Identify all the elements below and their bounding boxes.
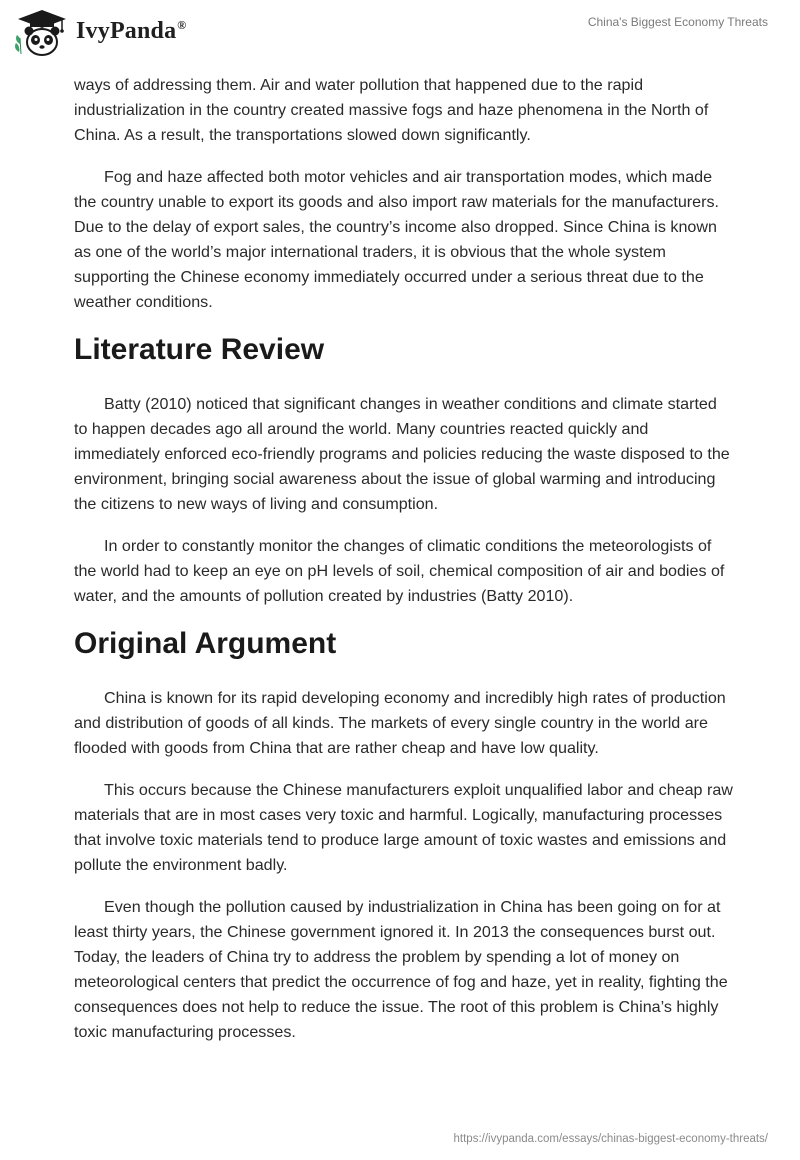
running-title: China's Biggest Economy Threats xyxy=(587,15,768,29)
paragraph-government: Even though the pollution caused by industrialization in China has been going on for at least thirty years, the Chinese government ignored it. In 2013 the consequences burst out. Today, the leaders of China try to address the problem by spending a lot of money on meteorological centers that predict the occurrence of fog and haze, yet in reality, fighting the consequences does not help to reduce the issue. The root of this problem is China’s highly toxic manufacturing processes. xyxy=(74,898,728,1041)
paragraph-monitoring: In order to constantly monitor the changes of climatic conditions the meteorologists of the world had to keep an eye on pH levels of soil, chemical composition of air and bodies of water, and the amounts of pollution created by industries (Batty 2010). xyxy=(74,537,725,605)
brand-text: IvyPanda xyxy=(76,18,177,44)
paragraph-continued: ways of addressing them. Air and water pollution that happened due to the rapid industrialization in the country created massive fogs and haze phenomena in the North of China. As a result, the transportations slowed down significantly. xyxy=(74,76,709,144)
panda-mortarboard-icon xyxy=(14,8,70,58)
paragraph-rapid-economy: China is known for its rapid developing economy and incredibly high rates of production and distribution of goods of all kinds. The markets of every single country in the world are flooded with goods from China that are rather cheap and have low quality. xyxy=(74,689,726,757)
essay-body xyxy=(74,73,734,1062)
paragraph-batty-observation: Batty (2010) noticed that significant changes in weather conditions and climate started to happen decades ago all around the world. Many countries reacted quickly and immediately enforced eco-friendly programs and policies reducing the waste disposed to the environment, bringing social awareness about the issue of global warming and introducing the citizens to new ways of living and consumption. xyxy=(74,395,730,513)
brand-name xyxy=(76,18,186,45)
heading-literature-review: Literature Review xyxy=(74,333,325,366)
source-url[interactable]: https://ivypanda.com/essays/chinas-biggest-economy-threats/ xyxy=(453,1133,768,1145)
ivypanda-logo[interactable] xyxy=(14,8,194,58)
registered-mark: ® xyxy=(177,18,187,32)
paragraph-fog-and-haze: Fog and haze affected both motor vehicles and air transportation modes, which made the country unable to export its goods and also import raw materials for the manufacturers. Due to the delay of export sales, the country’s income also dropped. Since China is known as one of the world’s major international traders, it is obvious that the whole system supporting the Chinese economy immediately occurred under a serious threat due to the weather conditions. xyxy=(74,168,719,311)
page-header xyxy=(0,0,800,70)
heading-original-argument: Original Argument xyxy=(74,627,337,660)
paragraph-manufacturers: This occurs because the Chinese manufacturers exploit unqualified labor and cheap raw materials that are in most cases very toxic and harmful. Logically, manufacturing processes that involve toxic materials tend to produce large amount of toxic wastes and emissions and pollute the environment badly. xyxy=(74,781,733,874)
